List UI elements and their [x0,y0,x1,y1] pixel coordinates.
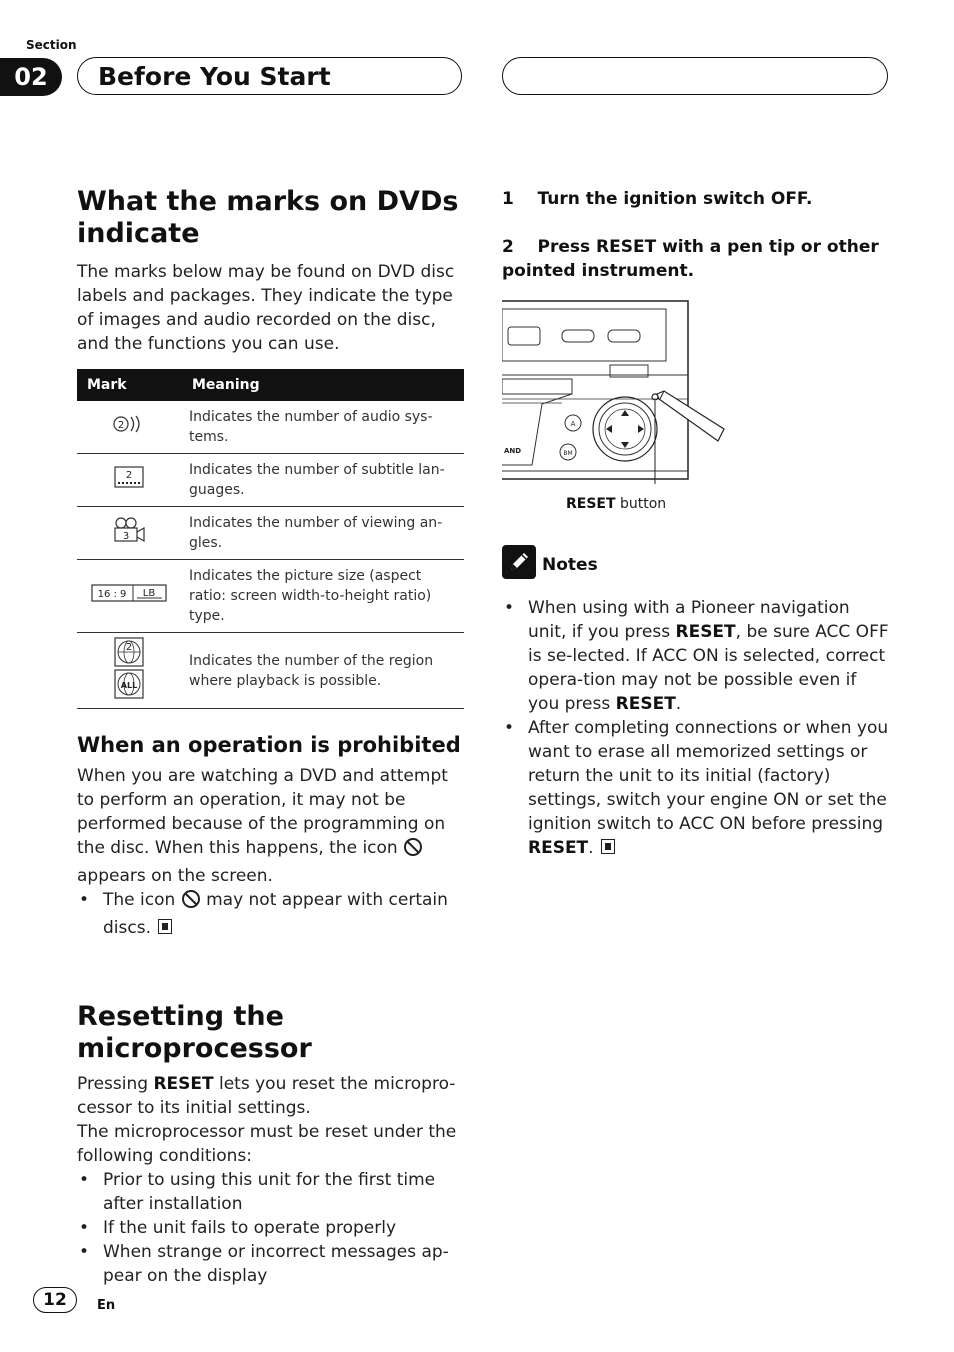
section-label: Section [26,38,77,52]
reset-paragraph-2: The microprocessor must be reset under the following conditions: [77,1122,457,1166]
page-number: 12 [33,1287,77,1313]
meaning-text: Indicates the number of subtitle lan-guages. [180,454,464,507]
col-mark-header: Mark [77,369,180,401]
svg-text:A: A [570,420,576,428]
marks-table-header [77,369,464,401]
table-row [77,633,464,709]
prohibited-section [77,732,464,940]
reset-steps [502,187,890,283]
marks-table [77,369,464,709]
end-mark-icon [601,839,615,854]
figure-caption: RESET button [566,496,667,512]
notes-header [502,545,890,584]
svg-text:LB: LB [142,588,155,599]
reset-paragraph-1: Pressing RESET lets you reset the micropro-cessor to its initial settings. [77,1074,456,1118]
notes-section [502,545,890,860]
meaning-text: Indicates the number of audio sys-tems. [180,401,464,454]
table-row [77,560,464,633]
section-title: Before You Start [77,57,462,95]
prohibited-heading: When an operation is prohibited [77,733,461,757]
svg-text:2: 2 [125,641,132,653]
dvd-marks-section [77,186,464,709]
audio-systems-icon [77,401,180,454]
head-unit-figure [502,299,732,484]
pencil-icon [502,545,536,584]
svg-text:3: 3 [122,531,129,542]
svg-text:ALL: ALL [120,680,137,690]
aspect-ratio-icon [77,560,180,633]
step-2: 2 Press RESET with a pen tip or other pointed instrument. [502,237,885,281]
list-item: • When using with a Pioneer navigation unit, if you press RESET, be sure ACC OFF is se-lected. If ACC ON is selected, correct opera-tion may not be possible even if you press RESET. [502,596,890,716]
section-number: 02 [0,58,62,96]
dvd-marks-heading: What the marks on DVDs indicate [77,186,459,249]
reset-heading: Resetting the microprocessor [77,1001,312,1064]
list-item: • When strange or incorrect messages ap-pear on the display [77,1240,464,1288]
meaning-text: Indicates the picture size (aspect ratio: screen width-to-height ratio) type. [180,560,464,633]
language-code: En [97,1298,116,1313]
svg-text:AND: AND [504,447,522,455]
notes-heading: Notes [542,554,598,575]
step-1: 1 Turn the ignition switch OFF. [502,189,813,209]
svg-text:16 : 9: 16 : 9 [97,589,126,600]
svg-text:BM: BM [563,450,573,457]
list-item: • After completing connections or when you want to erase all memorized settings or return the unit to its initial (factory) settings, switch your engine ON or set the ignition switch to ACC ON before pressing RESET. [502,716,890,860]
table-row [77,401,464,454]
prohibited-paragraph: When you are watching a DVD and attempt to perform an operation, it may not be performed because of the programming on the disc. When this happens, the icon appears on the screen. [77,766,448,886]
reset-conditions-list [77,1168,464,1288]
list-item: • If the unit fails to operate properly [77,1216,464,1240]
prohibited-icon [181,889,201,916]
region-globe-icon [77,633,180,709]
prohibited-bullets [77,888,464,940]
table-row [77,507,464,560]
end-mark-icon [158,919,172,934]
notes-list [502,596,890,860]
list-item: • Prior to using this unit for the first time after installation [77,1168,464,1216]
viewing-angles-icon [77,507,180,560]
svg-text:2: 2 [125,470,132,481]
meaning-text: Indicates the number of the region where playback is possible. [180,633,464,709]
prohibited-icon [403,837,423,864]
reset-section [77,1001,464,1288]
col-meaning-header: Meaning [180,369,464,401]
list-item: • The icon may not appear with certain discs. [77,888,464,940]
dvd-marks-intro: The marks below may be found on DVD disc labels and packages. They indicate the type of images and audio recorded on the disc, and the functions you can use. [77,262,455,354]
subtitle-languages-icon [77,454,180,507]
table-row [77,454,464,507]
svg-text:2: 2 [117,420,124,431]
meaning-text: Indicates the number of viewing an-gles. [180,507,464,560]
right-header-box [502,57,888,95]
